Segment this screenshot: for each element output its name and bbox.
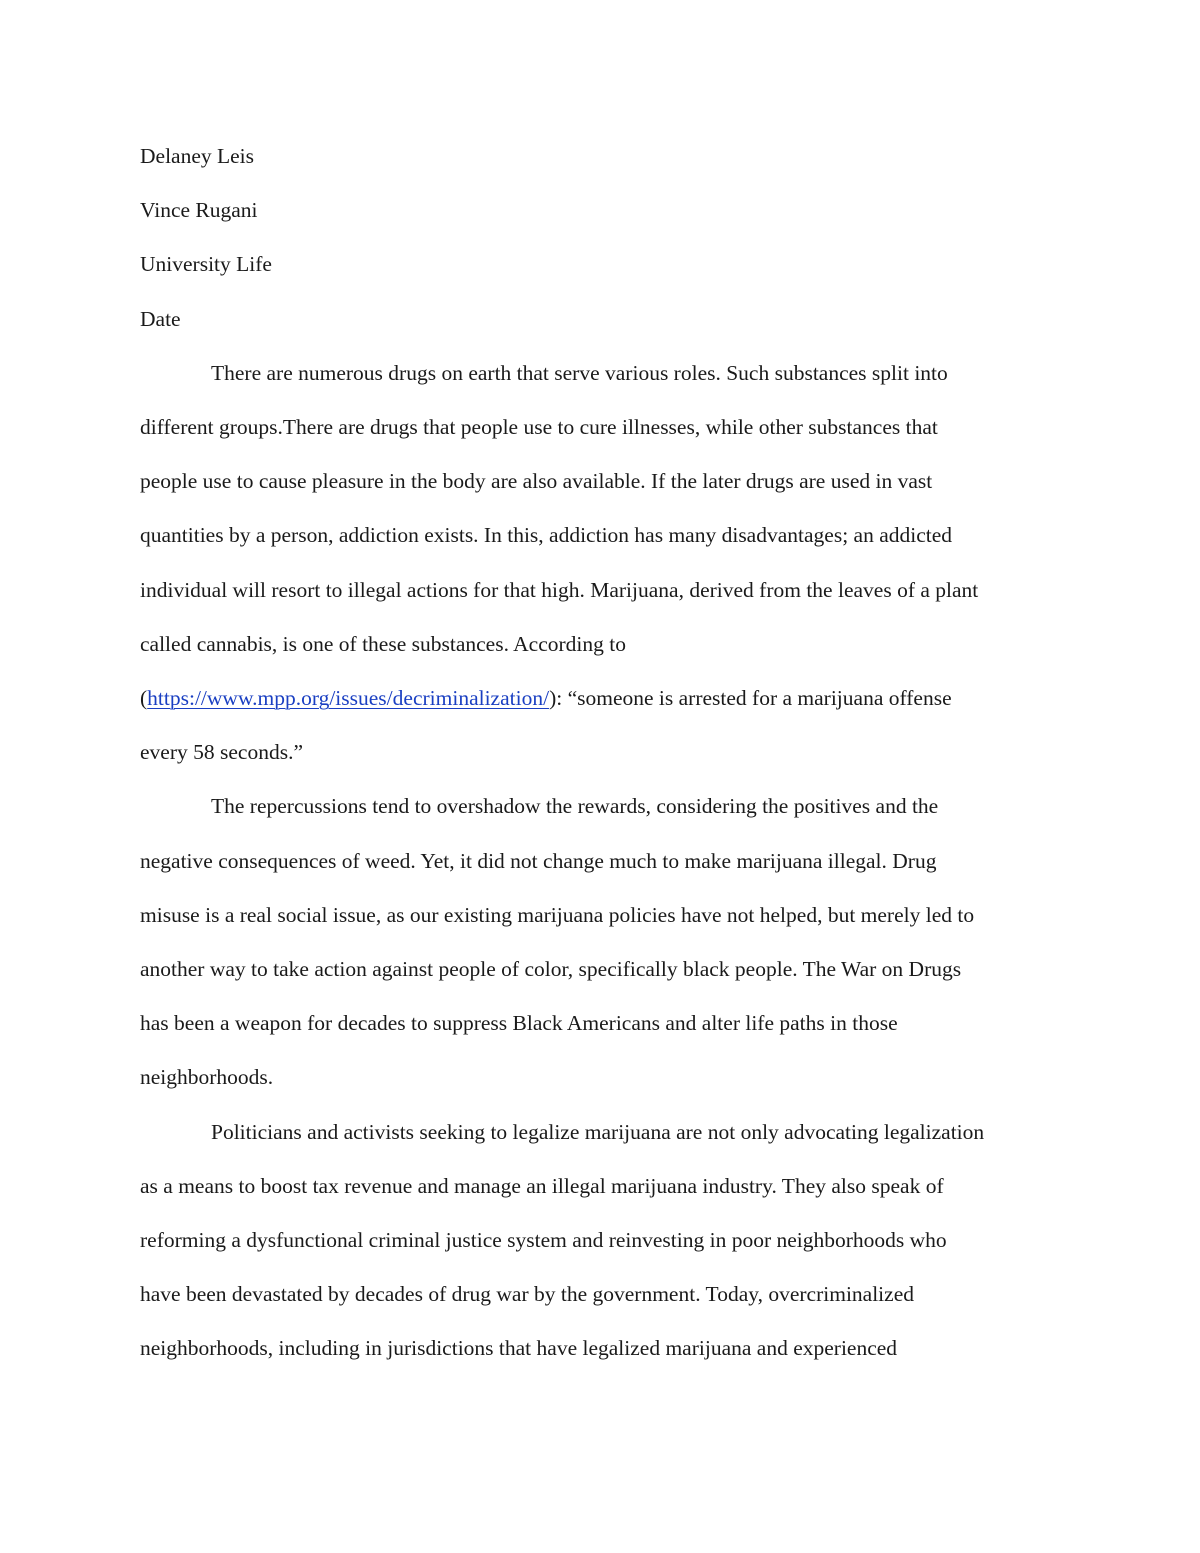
paragraph-line: people use to cause pleasure in the body are also available. If the later drugs are used in vast: [140, 469, 933, 494]
paragraph-line: Politicians and activists seeking to legalize marijuana are not only advocating legalization: [211, 1119, 985, 1144]
instructor-name: Vince Rugani: [140, 198, 258, 223]
date-line: Date: [140, 306, 181, 331]
course-name: University Life: [140, 252, 272, 277]
paragraph-line: There are numerous drugs on earth that serve various roles. Such substances split into: [211, 360, 948, 385]
paragraph-line: negative consequences of weed. Yet, it did not change much to make marijuana illegal. Drug: [140, 848, 937, 873]
paragraph-line: The repercussions tend to overshadow the rewards, considering the positives and the: [211, 794, 939, 819]
paragraph-line: has been a weapon for decades to suppress Black Americans and alter life paths in those: [140, 1011, 898, 1036]
paragraph-line: every 58 seconds.”: [140, 740, 303, 765]
paragraph-2: [140, 779, 1065, 1104]
paragraph-3: [140, 1105, 1065, 1376]
paragraph-line: as a means to boost tax revenue and manage an illegal marijuana industry. They also speak of: [140, 1173, 944, 1198]
paragraph-line: have been devastated by decades of drug war by the government. Today, overcriminalized: [140, 1282, 914, 1307]
paragraph-line: another way to take action against people of color, specifically black people. The War on Drugs: [140, 957, 962, 982]
paragraph-line: reforming a dysfunctional criminal justice system and reinvesting in poor neighborhoods who: [140, 1228, 947, 1253]
paragraph-line: quantities by a person, addiction exists. In this, addiction has many disadvantages; an addicted: [140, 523, 953, 548]
paragraph-line: individual will resort to illegal actions for that high. Marijuana, derived from the leaves of a plant: [140, 577, 979, 602]
paragraph-line: misuse is a real social issue, as our existing marijuana policies have not helped, but merely led to: [140, 902, 975, 927]
author-name: Delaney Leis: [140, 144, 255, 168]
citation-open-paren: (: [140, 686, 148, 711]
paragraph-line: neighborhoods.: [140, 1065, 274, 1090]
paragraph-line: neighborhoods, including in jurisdictions that have legalized marijuana and experienced: [140, 1336, 898, 1361]
paragraph-line: different groups.There are drugs that people use to cure illnesses, while other substances that: [140, 415, 938, 440]
quote-text: ): “someone is arrested for a marijuana offense: [549, 686, 952, 711]
essay-body: [140, 129, 1065, 1376]
source-link[interactable]: https://www.mpp.org/issues/decriminalization/: [147, 686, 550, 711]
paragraph-1: [140, 346, 1065, 780]
citation-line: [140, 671, 1065, 725]
paragraph-line: called cannabis, is one of these substances. According to: [140, 631, 626, 656]
